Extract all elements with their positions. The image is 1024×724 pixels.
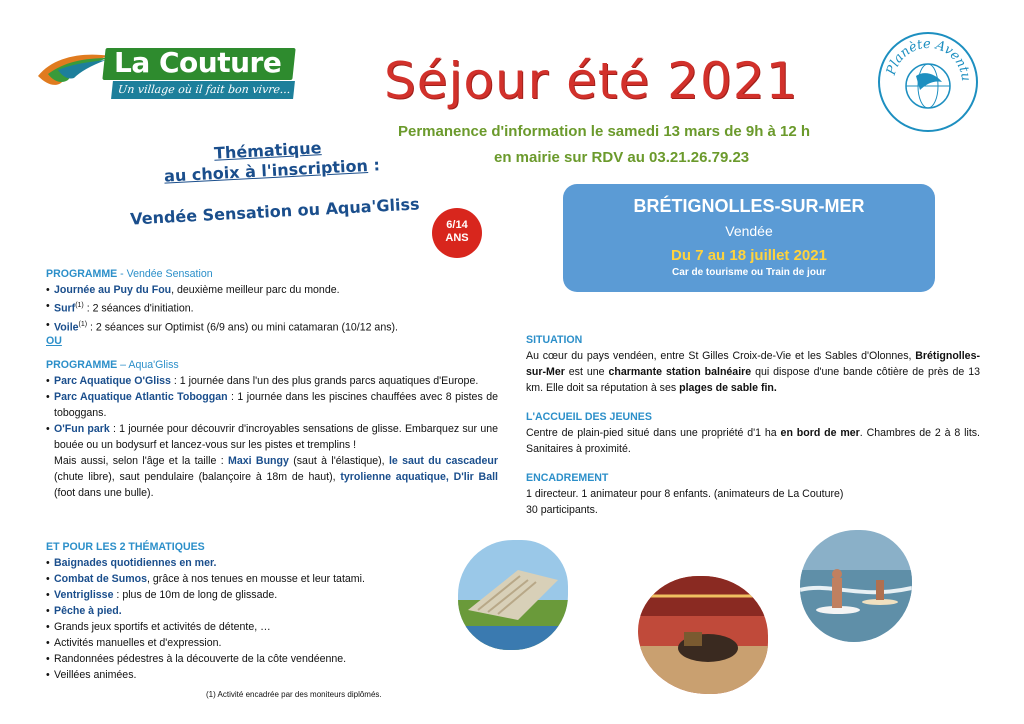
text-bold: en bord de mer: [780, 427, 860, 439]
item-text: : 1 journée dans l'un des plus grands parcs aquatiques d'Europe.: [170, 375, 479, 387]
seal-text: Planète Aventu: [883, 36, 974, 83]
list-item: • Randonnées pédestres à la découverte de la côte vendéenne.: [46, 651, 476, 667]
item-bold: Parc Aquatique Atlantic Toboggan: [54, 391, 228, 403]
list-item: [46, 298, 476, 317]
item-bold: O'Fun park: [54, 423, 110, 435]
item-bold: le saut du cascadeur: [388, 455, 498, 467]
list-item: • Veillées animées.: [46, 667, 476, 683]
thematique-choice: [164, 155, 381, 185]
text-bold: charmante station balnéaire: [608, 366, 752, 378]
logo-name: La Couture: [114, 46, 282, 79]
item-bold: tyrolienne aquatique, D'lir Ball: [340, 471, 498, 483]
item-text: (chute libre), saut pendulaire (balançoire à 18m de haut),: [54, 471, 341, 483]
thematique-label: Thématique: [213, 138, 322, 163]
thematique-choice-text: au choix à l'inscription: [163, 155, 369, 186]
text: Au cœur du pays vendéen, entre St Gilles Croix-de-Vie et les Sables d'Olonnes,: [526, 350, 916, 362]
situation-section: [526, 332, 980, 396]
item-text: Mais aussi, selon l'âge et la taille :: [54, 455, 229, 467]
item-bold: Combat de Sumos: [54, 573, 148, 585]
chariot-show-photo: [638, 576, 768, 694]
programme-both-themes: [46, 539, 476, 683]
programme3-heading: ET POUR LES 2 THÉMATIQUES: [46, 541, 205, 553]
encadrement-line-2: 30 participants.: [526, 504, 598, 516]
item-bold: Journée au Puy du Fou: [54, 284, 172, 296]
accueil-heading: L'ACCUEIL DES JEUNES: [526, 411, 652, 423]
text: est une: [564, 366, 609, 378]
list-item: [46, 389, 498, 421]
programme1-heading: [46, 266, 476, 282]
programme-aqua-gliss: [46, 357, 498, 501]
age-badge-unit: ANS: [445, 232, 469, 244]
list-item: • Activités manuelles et d'expression.: [46, 635, 476, 651]
accueil-section: [526, 409, 980, 457]
item-text: : plus de 10m de long de glissade.: [113, 589, 278, 601]
list-item-continuation: [46, 453, 498, 501]
item-footnote-ref: (1): [78, 320, 88, 328]
list-item: [46, 571, 476, 587]
la-couture-logo: [34, 44, 296, 102]
text-bold: plages de sable fin.: [679, 382, 777, 394]
list-item: [46, 587, 476, 603]
programme1-heading-label: PROGRAMME: [46, 268, 118, 280]
text: . Chambres de 2 à 8 lits. Sanitaires à proximité.: [526, 427, 981, 455]
programme2-heading-label: PROGRAMME: [46, 359, 118, 371]
page-title: Séjour été 2021: [384, 52, 799, 110]
item-bold: Parc Aquatique O'Gliss: [54, 375, 171, 387]
item-text: , deuxième meilleur parc du monde.: [171, 284, 340, 296]
item-bold: Baignades quotidiennes en mer.: [54, 557, 217, 569]
list-item: [46, 603, 476, 619]
situation-heading: SITUATION: [526, 334, 583, 346]
encadrement-section: [526, 470, 980, 518]
right-column: [526, 332, 980, 531]
logo-tagline: Un village où il fait bon vivre...: [111, 81, 295, 99]
water-slides-photo: [458, 540, 568, 650]
surfing-photo: [800, 530, 912, 642]
programme1-heading-theme: - Vendée Sensation: [117, 268, 213, 280]
encadrement-line-1: 1 directeur. 1 animateur pour 8 enfants. (animateurs de La Couture): [526, 488, 844, 500]
destination-transport: Car de tourisme ou Train de jour: [672, 267, 826, 278]
programme2-heading: [46, 357, 498, 373]
encadrement-heading: ENCADREMENT: [526, 472, 609, 484]
item-bold: Ventriglisse: [54, 589, 114, 601]
item-text: , grâce à nos tenues en mousse et leur tatami.: [147, 573, 365, 585]
item-bold: Maxi Bungy: [228, 455, 289, 467]
age-badge-range: 6/14: [446, 219, 468, 231]
item-bold: Pêche à pied.: [54, 605, 122, 617]
programme2-heading-theme: – Aqua'Gliss: [117, 359, 179, 371]
leaf-logo-icon: [34, 46, 114, 96]
list-item: [46, 421, 498, 453]
item-footnote-ref: (1): [75, 302, 84, 309]
ou-separator: OU: [46, 335, 62, 347]
permanence-line-2: en mairie sur RDV au 03.21.26.79.23: [494, 149, 750, 166]
item-text: : 2 séances d'initiation.: [83, 302, 194, 315]
item-bold: Voile: [54, 321, 79, 334]
list-item: [46, 317, 476, 336]
destination-dates: Du 7 au 18 juillet 2021: [671, 247, 827, 264]
item-text: (foot dans une bulle).: [54, 487, 154, 499]
list-item: [46, 282, 476, 298]
accueil-text: [526, 425, 980, 457]
list-item: [46, 373, 498, 389]
list-item: [46, 555, 476, 571]
destination-box: [563, 184, 935, 292]
destination-place: BRÉTIGNOLLES-SUR-MER: [633, 196, 865, 216]
thematique-options: Vendée Sensation ou Aqua'Gliss: [129, 194, 420, 229]
text: qui dispose d'une bande côtière de près de 13 km. Elle doit sa réputation à ses: [526, 366, 980, 394]
item-text: (saut à l'élastique),: [288, 455, 389, 467]
thematique-colon: :: [367, 155, 381, 175]
list-item: • Grands jeux sportifs et activités de détente, …: [46, 619, 476, 635]
item-text: : 2 séances sur Optimist (6/9 ans) ou mini catamaran (10/12 ans).: [87, 321, 398, 334]
planete-aventures-seal: [876, 30, 980, 134]
age-badge: [432, 208, 482, 258]
item-text: : 1 journée pour découvrir d'incroyables sensations de glisse. Embarquez sur une bouée ou un bodysurf et lancez-vous sur les pistes et tremplins !: [54, 423, 498, 451]
permanence-line-1: Permanence d'information le samedi 13 mars de 9h à 12 h: [398, 123, 811, 140]
footnote: (1) Activité encadrée par des moniteurs diplômés.: [206, 690, 382, 699]
programme-vendee-sensation: [46, 266, 476, 335]
text: Centre de plain-pied situé dans une propriété d'1 ha: [526, 427, 781, 439]
situation-text: [526, 348, 980, 396]
globe-seal-icon: [876, 30, 980, 134]
item-text: : 1 journée dans les piscines chauffées avec 8 pistes de toboggans.: [54, 391, 498, 419]
text-bold: Brétignolles-sur-Mer: [526, 350, 980, 378]
item-bold: Surf: [54, 302, 76, 315]
destination-region: Vendée: [725, 223, 773, 239]
